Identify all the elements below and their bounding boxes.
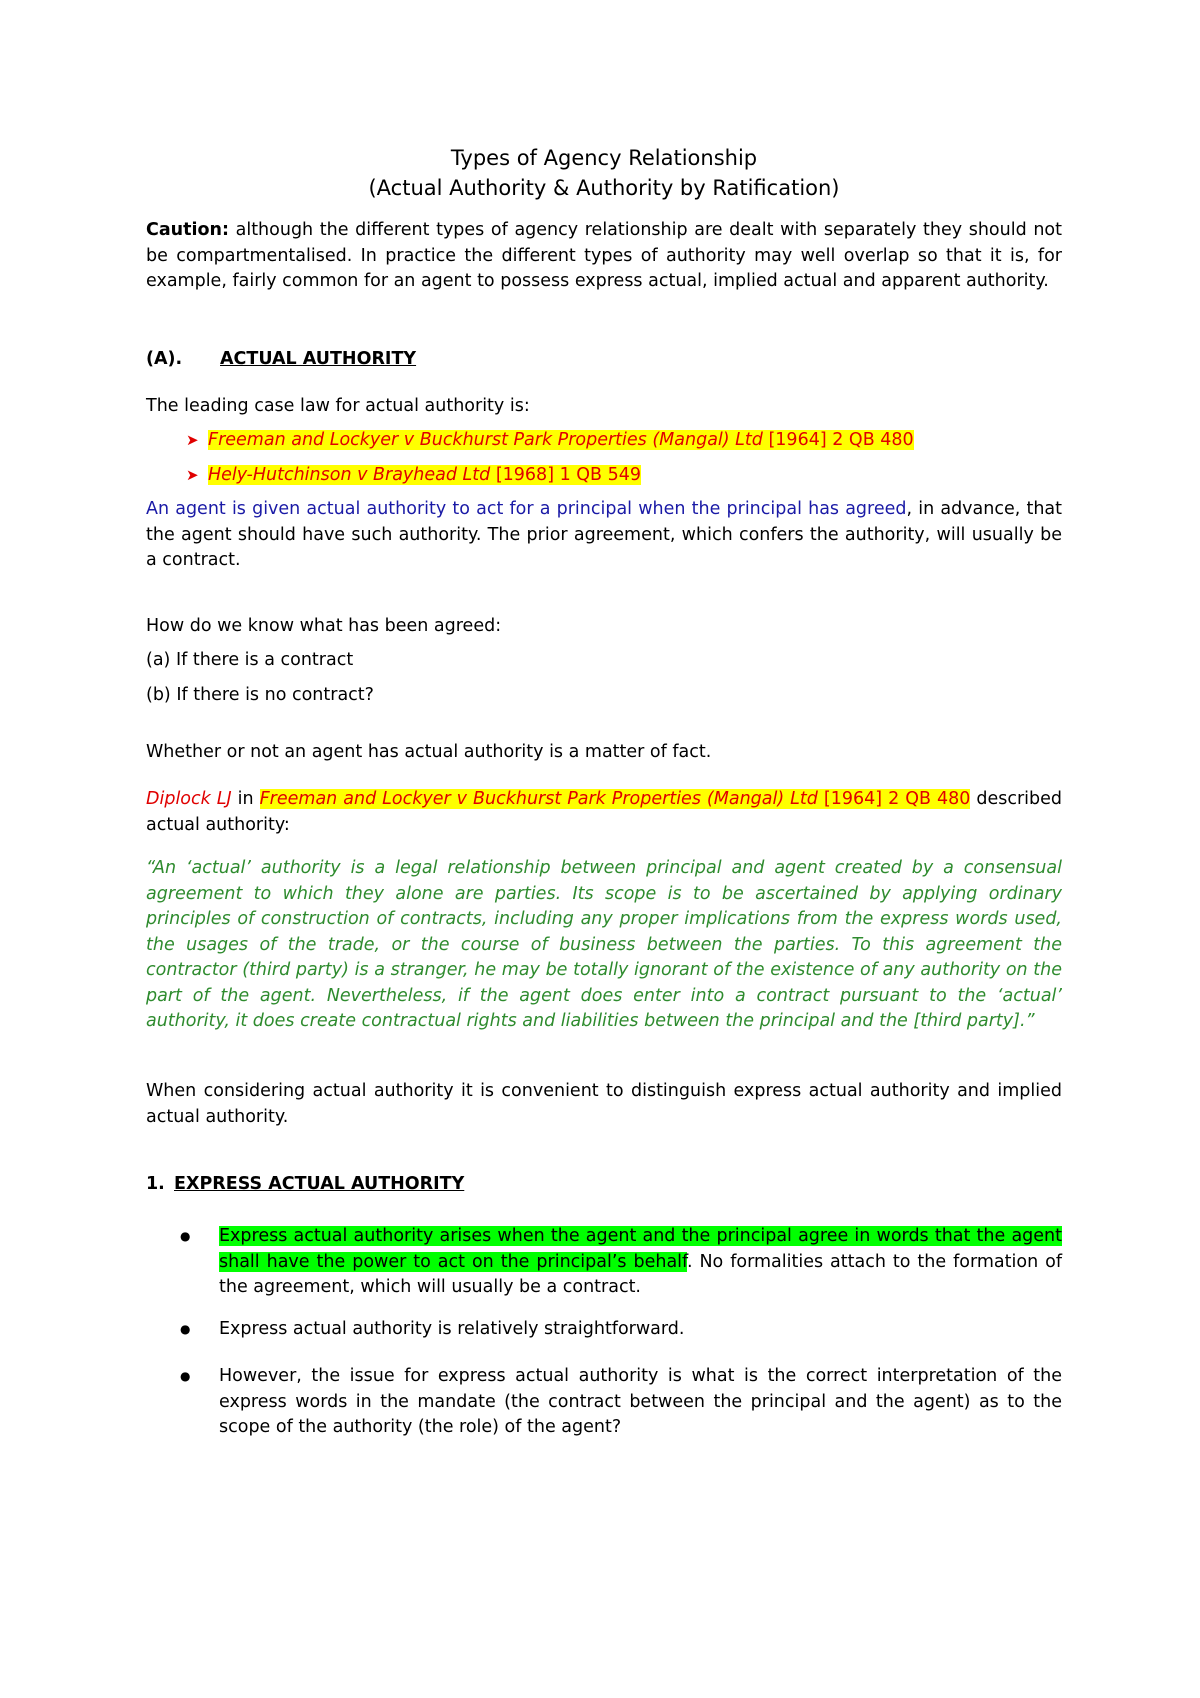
definition-emphasis: An agent is given actual authority to act for a principal when the principal has agreed [146, 499, 907, 519]
case-name: Hely-Hutchinson v Brayhead Ltd [208, 465, 491, 485]
case-highlight [260, 789, 971, 809]
section-1-title: EXPRESS ACTUAL AUTHORITY [174, 1174, 465, 1194]
diplock-rest: described actual authority: [146, 789, 1062, 835]
bullet-icon: ● [180, 1369, 191, 1383]
option-b-text: (b) If there is no contract? [146, 685, 374, 705]
diplock-in: in [231, 789, 260, 809]
section-1-label: 1. [146, 1174, 165, 1194]
definition-rest: , in advance, that the agent should have such authority. The prior agreement, which confers the authority, will usually be a contract. [146, 499, 1062, 570]
caution-text: although the different types of agency relationship are dealt with separately they should not be compartmentalised. In practice the different types of authority may well overlap so that it is, for example, fairly common for an agent to possess express actual, implied actual and apparent authority. [146, 220, 1062, 291]
matter-of-fact-text: Whether or not an agent has actual authority is a matter of fact. [146, 742, 712, 762]
bullet-icon: ● [180, 1322, 191, 1336]
list-item [180, 1224, 1062, 1301]
how-know-text: How do we know what has been agreed: [146, 616, 502, 636]
definition-paragraph [146, 497, 1062, 574]
case-citation: [1968] 1 QB 549 [490, 465, 642, 485]
bullet-text: However, the issue for express actual authority is what is the correct interpretation of the express words in the mandate (the contract between the principal and the agent) as to the scope of the authority (the role) of the agent? [219, 1366, 1062, 1437]
bullet-text: . No formalities attach to the formation of the agreement, which will usually be a contract. [219, 1251, 1062, 1297]
case-name: Freeman and Lockyer v Buckhurst Park Properties (Mangal) Ltd [208, 430, 763, 450]
section-a-label: (A). [146, 349, 183, 369]
section-1-heading [146, 1172, 464, 1198]
case-highlight [208, 465, 641, 485]
caution-label: Caution: [146, 220, 229, 240]
arrow-bullet-icon: ➤ [186, 431, 199, 449]
case-item [186, 463, 642, 489]
caution-paragraph [146, 218, 1062, 295]
diplock-quote: “An ‘actual’ authority is a legal relationship between principal and agent created by a consensual agreement to which they alone are parties. Its scope is to be ascertained by applying ordinary principles of construction of contracts, including any proper implications from the express words used, the usages of the trade, or the course of business between the parties. To this agreement the contractor (third party) is a stranger, he may be totally ignorant of the existence of any authority on the part of the agent. Nevertheless, if the agent does enter into a contract pursuant to the ‘actual’ authority, it does create contractual rights and liabilities between the principal and the [third party].” [146, 858, 1062, 1031]
document-title: Types of Agency Relationship [450, 146, 758, 170]
list-item [180, 1364, 1062, 1441]
bullet-text: Express actual authority is relatively straightforward. [219, 1319, 685, 1339]
section-a-heading [146, 347, 416, 373]
document-subtitle: (Actual Authority & Authority by Ratification) [368, 176, 840, 200]
section-a-title: ACTUAL AUTHORITY [220, 349, 417, 369]
case-name: Freeman and Lockyer v Buckhurst Park Properties (Mangal) Ltd [259, 789, 818, 809]
arrow-bullet-icon: ➤ [186, 466, 199, 484]
case-citation: [1964] 2 QB 480 [817, 789, 971, 809]
bullet-icon: ● [180, 1229, 191, 1243]
leading-case-intro: The leading case law for actual authority is: [146, 396, 530, 416]
case-highlight [208, 430, 914, 450]
case-citation: [1964] 2 QB 480 [762, 430, 914, 450]
list-item [180, 1317, 1062, 1343]
judge-name: Diplock LJ [146, 789, 232, 809]
option-a-text: (a) If there is a contract [146, 650, 354, 670]
bullet-highlight: Express actual authority arises when the agent and the principal agree in words that the agent shall have the power to act on the principal’s behalf [219, 1226, 1062, 1272]
case-item [186, 428, 914, 454]
diplock-paragraph [146, 787, 1062, 838]
distinguish-paragraph: When considering actual authority it is convenient to distinguish express actual authority and implied actual authority. [146, 1081, 1062, 1127]
